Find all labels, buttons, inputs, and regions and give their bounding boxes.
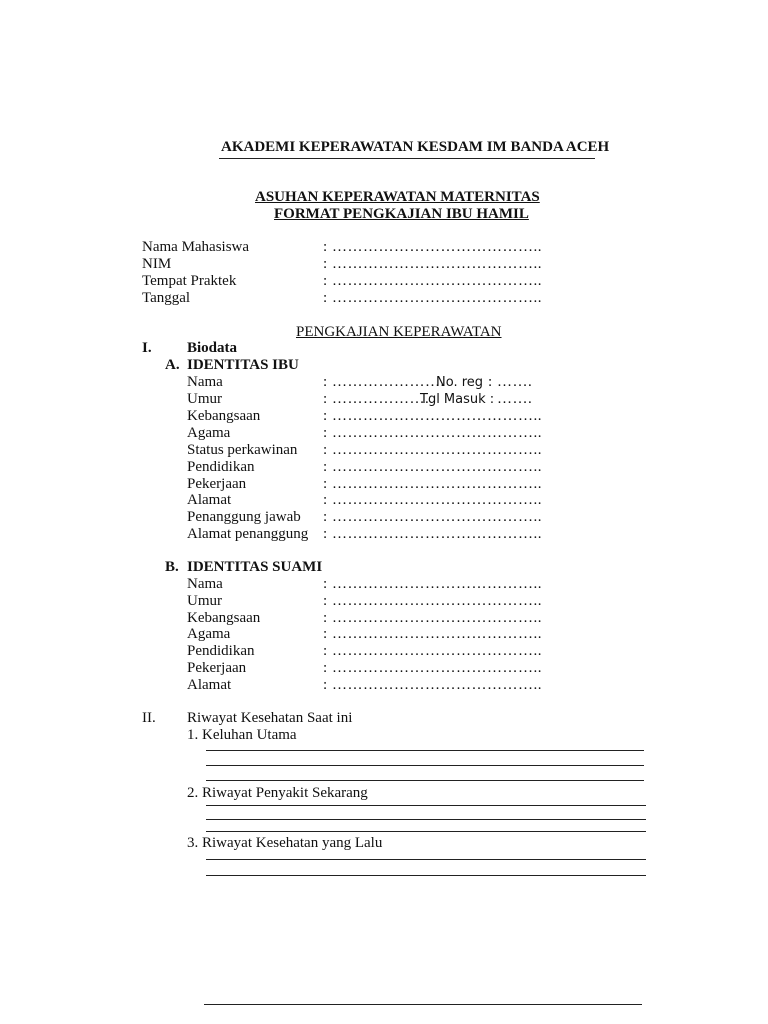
student-label: Tanggal <box>142 290 191 306</box>
colon: : <box>323 476 328 492</box>
colon: : <box>323 239 328 255</box>
colon: : <box>323 576 328 592</box>
field-label: Penanggung jawab <box>187 509 301 525</box>
student-label: Nama Mahasiswa <box>142 239 250 255</box>
fill-dots: ………………………………….. <box>332 273 542 289</box>
field-label: Kebangsaan <box>187 610 261 626</box>
subsection-letter: B. <box>165 559 179 575</box>
colon: : <box>323 643 328 659</box>
fill-dots: ………………………………….. <box>332 290 542 306</box>
field-label: Alamat <box>187 492 232 508</box>
fill-dots: ………………………………….. <box>332 256 542 272</box>
field-label: Pendidikan <box>187 643 255 659</box>
fill-dots: ………………………………….. <box>332 492 542 508</box>
fill-dots: ………………………………….. <box>332 408 542 424</box>
colon: : <box>323 509 328 525</box>
section-heading: PENGKAJIAN KEPERAWATAN <box>296 324 502 340</box>
fill-dots: …………………. <box>332 374 445 390</box>
colon: : <box>323 290 328 306</box>
answer-line[interactable] <box>206 780 644 781</box>
answer-line[interactable] <box>206 875 646 876</box>
fill-dots: ………………………………….. <box>332 239 542 255</box>
keluhan-utama-label: 1. Keluhan Utama <box>187 727 297 743</box>
riwayat-lalu-label: 3. Riwayat Kesehatan yang Lalu <box>187 835 383 851</box>
fill-dots: ……. <box>497 374 533 390</box>
tgl-masuk-label: Tgl Masuk : <box>420 392 495 407</box>
colon: : <box>323 408 328 424</box>
colon: : <box>488 374 493 390</box>
answer-line[interactable] <box>206 819 646 820</box>
no-reg-label: No. reg <box>436 375 484 390</box>
section-number: II. <box>142 710 156 726</box>
footer-rule <box>204 1004 642 1005</box>
answer-line[interactable] <box>206 805 646 806</box>
fill-dots: ………………………………….. <box>332 459 542 475</box>
colon: : <box>323 374 328 390</box>
fill-dots: ………………………………….. <box>332 677 542 693</box>
fill-dots: ………………………………….. <box>332 643 542 659</box>
colon: : <box>323 677 328 693</box>
field-label: Status perkawinan <box>187 442 298 458</box>
header-rule <box>219 158 595 159</box>
colon: : <box>323 610 328 626</box>
biodata-title: Biodata <box>187 340 238 356</box>
colon: : <box>323 660 328 676</box>
fill-dots: ………………………………….. <box>332 626 542 642</box>
field-label: Agama <box>187 425 231 441</box>
field-label: Agama <box>187 626 231 642</box>
fill-dots: ………………. <box>332 391 430 407</box>
field-label: Pendidikan <box>187 459 255 475</box>
field-label: Nama <box>187 576 223 592</box>
answer-line[interactable] <box>206 750 644 751</box>
fill-dots: ………………………………….. <box>332 425 542 441</box>
form-title: ASUHAN KEPERAWATAN MATERNITAS <box>255 189 540 205</box>
colon: : <box>323 442 328 458</box>
riwayat-title: Riwayat Kesehatan Saat ini <box>187 710 353 726</box>
field-label: Alamat <box>187 677 232 693</box>
student-label: NIM <box>142 256 172 272</box>
section-number: I. <box>142 340 152 356</box>
field-label: Alamat penanggung <box>187 526 309 542</box>
colon: : <box>323 256 328 272</box>
colon: : <box>323 459 328 475</box>
colon: : <box>323 492 328 508</box>
fill-dots: ………………………………….. <box>332 476 542 492</box>
identitas-suami-title: IDENTITAS SUAMI <box>187 559 323 575</box>
field-label: Pekerjaan <box>187 476 247 492</box>
colon: : <box>323 526 328 542</box>
fill-dots: ………………………………….. <box>332 526 542 542</box>
form-subtitle: FORMAT PENGKAJIAN IBU HAMIL <box>274 206 529 222</box>
fill-dots: ……. <box>497 391 533 407</box>
fill-dots: ………………………………….. <box>332 442 542 458</box>
colon: : <box>323 626 328 642</box>
subsection-letter: A. <box>165 357 180 373</box>
answer-line[interactable] <box>206 859 646 860</box>
field-label: Pekerjaan <box>187 660 247 676</box>
field-label: Nama <box>187 374 223 390</box>
fill-dots: ………………………………….. <box>332 576 542 592</box>
answer-line[interactable] <box>206 765 644 766</box>
riwayat-penyakit-label: 2. Riwayat Penyakit Sekarang <box>187 785 368 801</box>
fill-dots: ………………………………….. <box>332 610 542 626</box>
field-label: Umur <box>187 391 222 407</box>
institution-name: AKADEMI KEPERAWATAN KESDAM IM BANDA ACEH <box>221 139 610 155</box>
fill-dots: ………………………………….. <box>332 660 542 676</box>
identitas-ibu-title: IDENTITAS IBU <box>187 357 299 373</box>
colon: : <box>323 425 328 441</box>
field-label: Umur <box>187 593 222 609</box>
colon: : <box>323 391 328 407</box>
field-label: Kebangsaan <box>187 408 261 424</box>
colon: : <box>323 593 328 609</box>
fill-dots: ………………………………….. <box>332 509 542 525</box>
student-label: Tempat Praktek <box>142 273 237 289</box>
colon: : <box>323 273 328 289</box>
fill-dots: ………………………………….. <box>332 593 542 609</box>
answer-line[interactable] <box>206 831 646 832</box>
